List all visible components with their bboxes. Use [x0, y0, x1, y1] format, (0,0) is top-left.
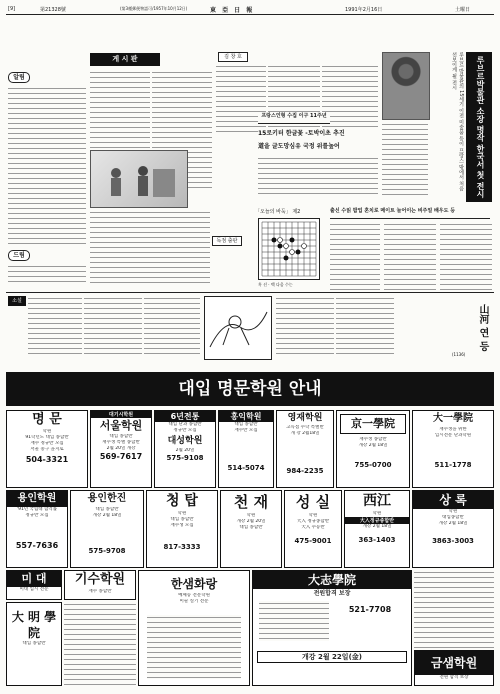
- ad-gyeongil[interactable]: [336, 410, 410, 488]
- ad-name: 금샘학원: [415, 651, 493, 675]
- lower-strip-top-rule: [6, 292, 494, 293]
- ad-line: 91학년도 대입 종합반: [25, 435, 69, 440]
- ad-line: 대입 종합반: [95, 507, 119, 512]
- ad-tel: 475-9001: [294, 537, 332, 545]
- lower-text-col-2: [84, 296, 142, 358]
- ad-line: 대입 종합반: [170, 517, 194, 522]
- ad-line: 재수생을 위한: [439, 427, 467, 432]
- paper-name: 東 亞 日 報: [210, 7, 255, 14]
- small-tag: 독점 출판: [212, 236, 242, 246]
- ad-line: 예체능 전문학원: [178, 593, 210, 598]
- ad-hansaem[interactable]: [138, 570, 250, 686]
- ad-tel: 521-7708: [348, 605, 392, 614]
- ad-name: 용인한진: [87, 493, 127, 504]
- ads-header: 대입 명문학원 안내: [6, 372, 494, 406]
- ad-name: 6년전통: [155, 411, 215, 422]
- ad-name: 성 실: [295, 493, 331, 511]
- ad-sub: 학원: [177, 511, 187, 516]
- ad-line: 서울 중구 을지로: [30, 447, 64, 452]
- ad-tel: 984-2235: [286, 467, 324, 475]
- puzzle-subtitle: 흑 선 · 백 다음 수는: [258, 282, 293, 287]
- ad-name: 영재학원: [287, 413, 323, 423]
- ad-sub: 학원: [372, 511, 382, 516]
- ad-name: 홍익학원: [219, 411, 273, 422]
- issue-number: 第21328號: [40, 7, 66, 13]
- ad-daeseong[interactable]: [154, 410, 216, 488]
- page-number: [9]: [8, 6, 16, 12]
- ad-midae[interactable]: [6, 570, 62, 600]
- ad-line: 대입 종합반: [22, 641, 46, 646]
- ad-cheonjae[interactable]: [220, 490, 282, 568]
- ad-tel: 3863-3003: [432, 537, 474, 545]
- ad-name: 기수학원: [74, 572, 126, 587]
- ad-name: 大一學院: [433, 413, 473, 424]
- ad-geumsaem-details: [414, 570, 494, 648]
- puzzle-right-heading: 출신 수읽 팝업 혼치로 메이트 늘어이는 비주얼 배우도 등: [330, 207, 490, 219]
- ad-name: 西江: [363, 493, 391, 509]
- ad-line: 재수반 모집: [234, 428, 258, 433]
- ad-sub: 학원: [448, 509, 458, 514]
- weekday: 土曜日: [455, 7, 471, 13]
- puzzle-board: [258, 218, 320, 280]
- ad-line: 대입 종합반: [109, 434, 133, 439]
- ad-line: 대입 종합반: [239, 525, 263, 530]
- ad-cheongtap[interactable]: [146, 490, 218, 568]
- ad-hansaem-details: [147, 615, 241, 679]
- ad-line: 미대 입시 전문: [19, 587, 49, 592]
- ad-gisu[interactable]: [64, 570, 136, 600]
- ad-name: 천 재: [233, 493, 269, 511]
- ad-line: 개 강 2월18일: [290, 431, 320, 436]
- lower-left-label: 소설: [8, 296, 26, 306]
- puzzle-right-col-3: [440, 222, 492, 292]
- ad-sub: 학원: [246, 513, 256, 518]
- ad-name: 京一學院: [340, 414, 406, 434]
- ad-seogang[interactable]: [344, 490, 410, 568]
- ad-myeongmun[interactable]: [6, 410, 88, 488]
- mid-article-headline: 프랑스인형 수집 이구 11주년: [258, 112, 330, 124]
- ad-tel: 575-9108: [166, 454, 204, 462]
- ad-line: 大入 수능반: [301, 525, 325, 530]
- lower-text-col-1: [28, 296, 82, 358]
- masthead-rule: [6, 14, 494, 15]
- ad-line: 개강 2월 22일(金): [257, 651, 407, 663]
- ad-line: 2월 20일: [175, 448, 195, 453]
- ad-seongsil[interactable]: [284, 490, 342, 568]
- ad-line: 대입종합반: [442, 515, 464, 520]
- lower-text-col-4: [276, 296, 334, 358]
- ad-sub: 대기시학원: [91, 411, 151, 418]
- ad-line: 전원합격 보장: [313, 590, 351, 597]
- ad-name: 大志學院: [253, 571, 411, 589]
- ad-name: 청 탑: [166, 493, 198, 509]
- ad-yongin[interactable]: [6, 490, 68, 568]
- puzzle-right-col-1: [330, 222, 380, 292]
- serial-number: (1136): [452, 352, 466, 357]
- serial-title: 山河 연 등: [477, 303, 488, 351]
- lower-text-col-3: [144, 296, 200, 358]
- ad-name: 한샘화랑: [170, 577, 218, 591]
- ad-name: 용인학원: [7, 491, 67, 507]
- ad-line: 재수생 모집: [170, 523, 194, 528]
- ad-name: 미 대: [7, 571, 61, 587]
- ad-gisu-details: [64, 602, 136, 686]
- ad-tel: 575-9708: [88, 547, 126, 555]
- ad-tel: 755-0700: [354, 461, 392, 469]
- ad-sub: 대성학원: [167, 436, 203, 446]
- ad-seoul[interactable]: [90, 410, 152, 488]
- mid-article-sub2: 道을 글도망심유 국정 위를높어: [258, 141, 388, 153]
- ad-tel: 569-7617: [99, 452, 143, 461]
- ad-line: 미술 실기 전문: [179, 599, 209, 604]
- board-photo-figures: [91, 151, 187, 207]
- ad-tel: 504-3321: [25, 455, 69, 464]
- side-banner-headline: 루브르박물관 소장 명작 한국서 첫 전시: [466, 52, 492, 202]
- ad-line: 대입 단과 종합반: [168, 422, 202, 427]
- ad-name: 서울학원: [99, 419, 143, 432]
- dream-text-column: [8, 264, 86, 286]
- ad-yeongjae[interactable]: [276, 410, 334, 488]
- ad-line: 大入정규종합반: [345, 517, 409, 524]
- ad-sub: 학원: [308, 513, 318, 518]
- ad-line: 입시전문 단과학원: [434, 433, 472, 438]
- illustration-sketch: [205, 297, 271, 359]
- ad-line: 재수생 종합반: [359, 437, 387, 442]
- ad-name: 상 록: [413, 491, 493, 509]
- board-photo: [90, 150, 188, 208]
- ad-line: 大入 정규종합반: [296, 519, 330, 524]
- ad-name: 大 明 學 院: [11, 610, 57, 640]
- puzzle-right-col-2: [384, 222, 436, 292]
- illustration-box: [204, 296, 272, 360]
- ad-line: '91년 국립대 합격률: [16, 507, 58, 512]
- mid-article-body: [258, 156, 378, 196]
- ad-line: 재수 정규반 모집: [30, 441, 64, 446]
- ad-line: 개강 2월 18일: [362, 524, 392, 529]
- side-note: 루브르 박물관의 15세기 이전 미술품 등이 프랑스 밖에서 처음 선보이게 될 전시: [451, 52, 464, 192]
- ad-daemyeong[interactable]: [6, 602, 62, 686]
- ad-line: 대입 종합반: [234, 422, 258, 427]
- puzzle-title: 「오늘의 바둑」 제2: [255, 209, 301, 215]
- ad-line: 재수생 특별 종합반: [102, 440, 140, 445]
- ad-line: 개강 2월 18일: [92, 513, 122, 518]
- notice-text-column: [8, 86, 86, 246]
- author-tag: 김 창 호: [218, 52, 248, 62]
- issue-date: 1991年2月16日: [345, 7, 383, 13]
- ad-line: 전원 합격 보장: [439, 675, 469, 680]
- ad-line: 재수 종합반: [88, 589, 112, 594]
- ad-line: 2월 20일 개강: [106, 446, 136, 451]
- ad-tel: 817-3333: [163, 543, 201, 551]
- board-text-lower: [90, 210, 210, 286]
- ad-line: 개강 2월 18일: [358, 443, 388, 448]
- ad-line: 고득점 수학 특별반: [286, 425, 324, 430]
- ad-line: 정규반 모집: [173, 428, 197, 433]
- ad-geumsaem[interactable]: [414, 650, 494, 686]
- ad-daeji-details: [259, 601, 329, 641]
- ad-hongik[interactable]: [218, 410, 274, 488]
- ad-line: 정규반 모집: [25, 513, 49, 518]
- ad-name: 명 문: [32, 412, 62, 427]
- mid-article-sub1: 15로키터 한글꽃 -토박이초 추진: [258, 128, 388, 140]
- painting-photo: [382, 52, 430, 120]
- lower-text-col-5: [336, 296, 394, 358]
- ad-daeil[interactable]: [412, 410, 494, 488]
- ad-tel: 557-7636: [15, 541, 59, 550]
- puzzle-grid: [259, 219, 319, 279]
- ad-line: 개강 2월 18일: [438, 521, 468, 526]
- dream-label: 드림: [8, 250, 30, 261]
- board-title: 게 시 판: [90, 53, 160, 66]
- ad-tel: 363-1403: [358, 536, 396, 544]
- ad-sangnok[interactable]: [412, 490, 494, 568]
- ad-tel: 511-1778: [434, 461, 472, 469]
- postal-note: (第3種郵便物認可/1957年10月12日): [120, 6, 188, 11]
- ad-sub: 학원: [42, 429, 52, 434]
- ad-line: 개강 2월 20일: [236, 519, 266, 524]
- ad-daeji[interactable]: [252, 570, 412, 686]
- ad-tel: 514-5074: [227, 464, 265, 472]
- notice-label: 알림: [8, 72, 30, 83]
- ad-yongin-hanjin[interactable]: [70, 490, 144, 568]
- painting-caption-text: [382, 122, 428, 197]
